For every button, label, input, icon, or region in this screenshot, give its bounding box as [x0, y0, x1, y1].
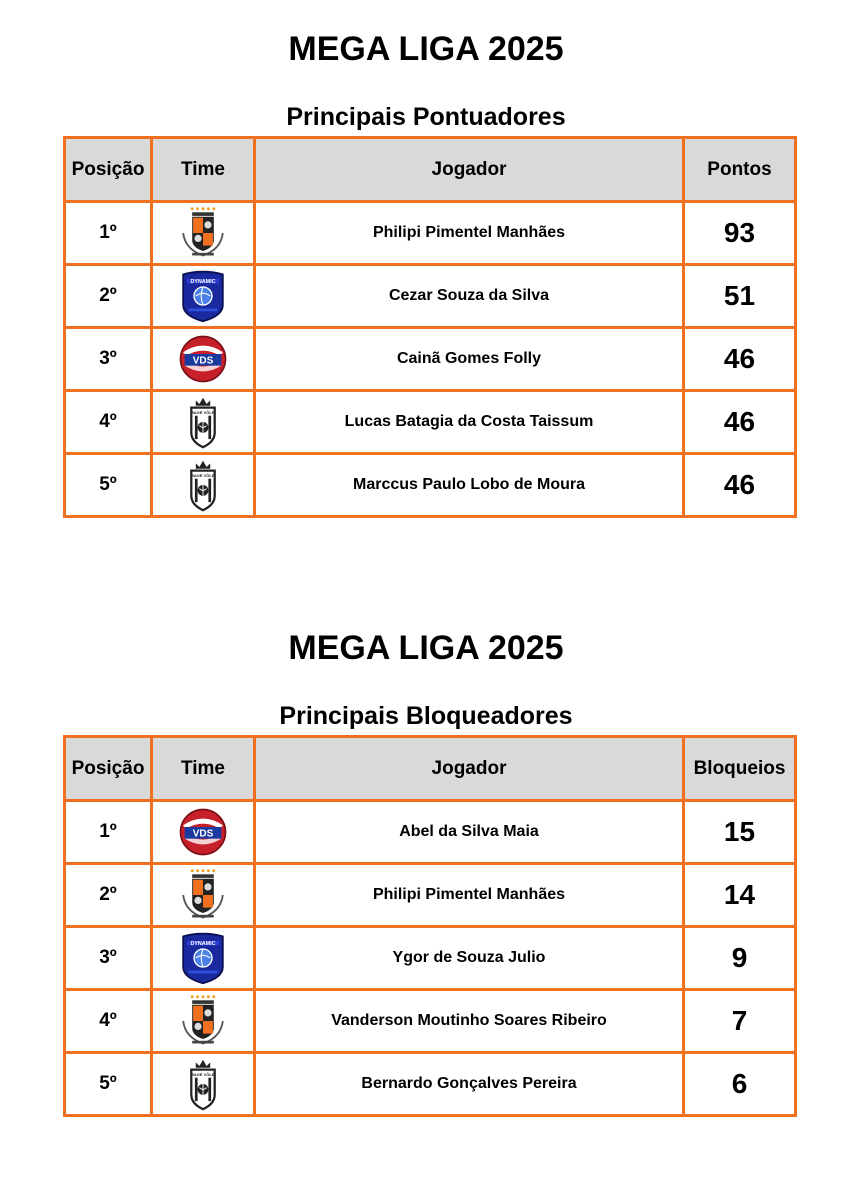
dynamic-volleyball-logo-icon [176, 931, 230, 985]
page-title-scorers: MEGA LIGA 2025 [288, 30, 564, 68]
position-cell: 2º [65, 265, 152, 328]
player-name: Abel da Silva Maia [255, 801, 684, 864]
blocks-value: 9 [684, 927, 796, 990]
blocks-value: 7 [684, 990, 796, 1053]
vds-logo-icon [178, 334, 228, 384]
header-blocks: Bloqueios [684, 737, 796, 801]
position-cell: 4º [65, 990, 152, 1053]
header-points: Pontos [684, 138, 796, 202]
header-player: Jogador [255, 138, 684, 202]
player-name: Cezar Souza da Silva [255, 265, 684, 328]
player-name: Marccus Paulo Lobo de Moura [255, 454, 684, 517]
position-cell: 1º [65, 801, 152, 864]
table-row [65, 391, 796, 454]
points-value: 46 [684, 328, 796, 391]
table-header-row [65, 138, 796, 202]
points-value: 46 [684, 454, 796, 517]
table-header-row [65, 737, 796, 801]
points-value: 51 [684, 265, 796, 328]
player-name: Philipi Pimentel Manhães [255, 202, 684, 265]
vds-logo-icon [178, 807, 228, 857]
table-row [65, 328, 796, 391]
position-cell: 5º [65, 1053, 152, 1116]
blocks-value: 15 [684, 801, 796, 864]
dynamic-volleyball-logo-icon [176, 269, 230, 323]
team-cell [152, 454, 255, 517]
ribeira-esports-club-logo-icon [176, 994, 230, 1048]
scorers-table [63, 136, 797, 518]
position-cell: 3º [65, 328, 152, 391]
team-cell [152, 328, 255, 391]
section-subtitle-blockers: Principais Bloqueadores [279, 702, 573, 730]
team-cell [152, 927, 255, 990]
table-row [65, 454, 796, 517]
table-row [65, 990, 796, 1053]
mage-volei-logo-icon [176, 458, 230, 512]
position-cell: 5º [65, 454, 152, 517]
position-cell: 1º [65, 202, 152, 265]
team-cell [152, 801, 255, 864]
header-team: Time [152, 138, 255, 202]
table-row [65, 927, 796, 990]
mage-volei-logo-icon [176, 1057, 230, 1111]
team-cell [152, 1053, 255, 1116]
page-title-blockers: MEGA LIGA 2025 [288, 629, 564, 667]
header-position: Posição [65, 138, 152, 202]
player-name: Bernardo Gonçalves Pereira [255, 1053, 684, 1116]
player-name: Lucas Batagia da Costa Taissum [255, 391, 684, 454]
points-value: 46 [684, 391, 796, 454]
player-name: Philipi Pimentel Manhães [255, 864, 684, 927]
team-cell [152, 990, 255, 1053]
ribeira-esports-club-logo-icon [176, 206, 230, 260]
team-cell [152, 202, 255, 265]
position-cell: 3º [65, 927, 152, 990]
table-row [65, 801, 796, 864]
table-row [65, 202, 796, 265]
player-name: Cainã Gomes Folly [255, 328, 684, 391]
team-cell [152, 265, 255, 328]
points-value: 93 [684, 202, 796, 265]
blockers-table [63, 735, 797, 1117]
player-name: Vanderson Moutinho Soares Ribeiro [255, 990, 684, 1053]
position-cell: 4º [65, 391, 152, 454]
ribeira-esports-club-logo-icon [176, 868, 230, 922]
mage-volei-logo-icon [176, 395, 230, 449]
blocks-value: 6 [684, 1053, 796, 1116]
position-cell: 2º [65, 864, 152, 927]
header-position: Posição [65, 737, 152, 801]
table-row [65, 864, 796, 927]
header-player: Jogador [255, 737, 684, 801]
header-team: Time [152, 737, 255, 801]
team-cell [152, 864, 255, 927]
blocks-value: 14 [684, 864, 796, 927]
table-row [65, 1053, 796, 1116]
team-cell [152, 391, 255, 454]
player-name: Ygor de Souza Julio [255, 927, 684, 990]
table-row [65, 265, 796, 328]
section-subtitle-scorers: Principais Pontuadores [286, 103, 566, 131]
